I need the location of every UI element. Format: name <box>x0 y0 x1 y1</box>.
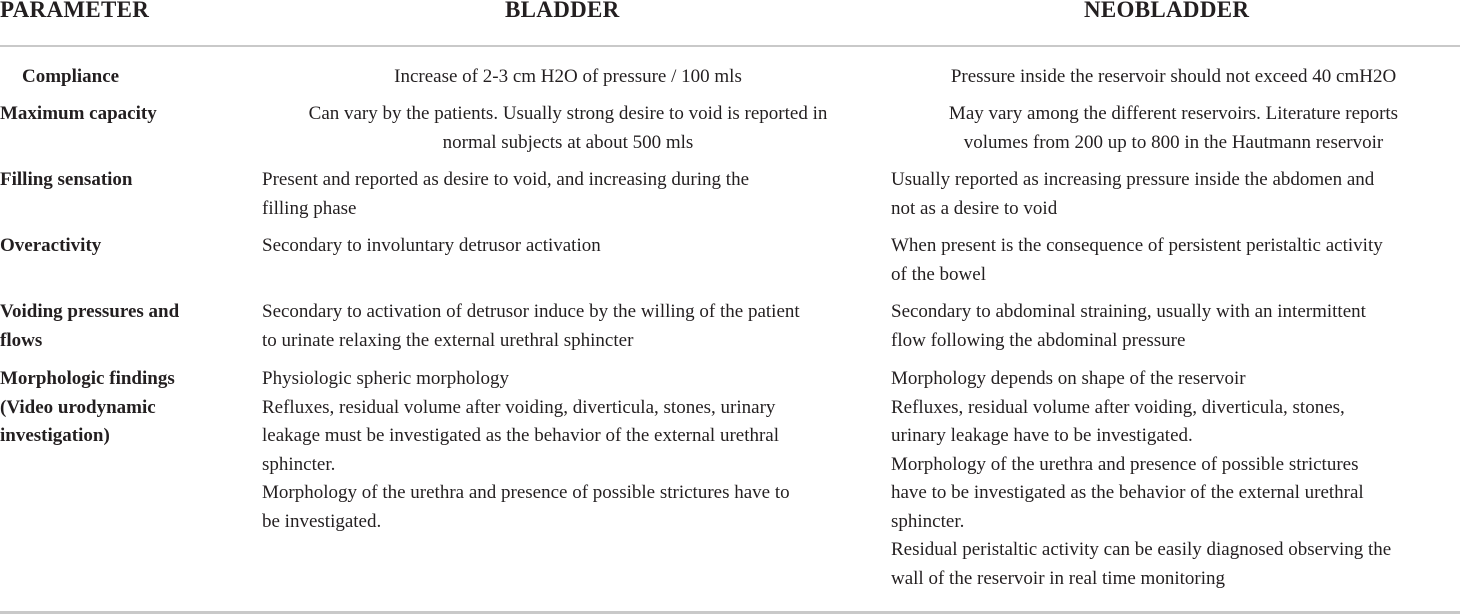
cell-line: flow following the abdominal pressure <box>891 329 1186 351</box>
cell-line: filling phase <box>262 197 357 219</box>
cell-line: May vary among the different reservoirs. Literature reports <box>948 103 1399 124</box>
cell-line: be investigated. <box>262 510 382 532</box>
cell-line: Can vary by the patients. Usually strong desire to void is reported in <box>308 103 828 124</box>
cell-line: Morphologic findings <box>0 368 175 389</box>
cell-line: sphincter. <box>891 510 965 532</box>
cell-line: wall of the reservoir in real time monitoring <box>891 567 1225 589</box>
row-maximum-capacity-bladder <box>262 100 874 157</box>
cell-line: Voiding pressures and <box>0 301 180 322</box>
row-morphologic-findings-parameter <box>0 365 240 451</box>
cell-line: Refluxes, residual volume after voiding, diverticula, stones, urinary <box>262 396 776 418</box>
cell-line: Refluxes, residual volume after voiding, diverticula, stones, <box>891 396 1345 418</box>
row-maximum-capacity-neobladder <box>891 100 1456 157</box>
cell-line: flows <box>0 329 43 351</box>
row-maximum-capacity-parameter <box>0 100 240 129</box>
cell-line: Secondary to abdominal straining, usually with an intermittent <box>891 301 1366 322</box>
cell-line: Usually reported as increasing pressure inside the abdomen and <box>891 169 1375 190</box>
cell-line: Increase of 2-3 cm H2O of pressure / 100 mls <box>394 66 742 87</box>
cell-line: normal subjects at about 500 mls <box>442 131 694 153</box>
row-compliance-parameter <box>22 63 262 92</box>
cell-line: Residual peristaltic activity can be easily diagnosed observing the <box>891 539 1392 560</box>
cell-line: investigation) <box>0 425 110 446</box>
cell-line: Maximum capacity <box>0 103 157 124</box>
table-bottom-rule <box>0 611 1460 614</box>
cell-line: sphincter. <box>262 453 336 475</box>
cell-line: Overactivity <box>0 235 102 256</box>
row-filling-sensation-neobladder <box>891 166 1456 223</box>
cell-line: Morphology depends on shape of the reservoir <box>891 368 1246 389</box>
cell-line: (Video urodynamic <box>0 396 156 418</box>
cell-line: Morphology of the urethra and presence of possible strictures <box>891 453 1359 475</box>
cell-line: When present is the consequence of persistent peristaltic activity <box>891 235 1383 256</box>
row-morphologic-findings-bladder <box>262 365 874 536</box>
header-parameter: PARAMETER <box>0 0 150 22</box>
cell-line: Compliance <box>22 66 120 87</box>
row-overactivity-parameter <box>0 232 240 261</box>
cell-line: Pressure inside the reservoir should not exceed 40 cmH2O <box>950 66 1397 87</box>
row-voiding-pressures-neobladder <box>891 298 1456 355</box>
header-bladder: BLADDER <box>505 0 620 22</box>
row-filling-sensation-bladder <box>262 166 874 223</box>
cell-line: Secondary to activation of detrusor induce by the willing of the patient <box>262 301 800 322</box>
cell-line: leakage must be investigated as the behavior of the external urethral <box>262 425 780 446</box>
cell-line: not as a desire to void <box>891 197 1058 219</box>
cell-line: urinary leakage have to be investigated. <box>891 425 1193 446</box>
cell-line: Physiologic spheric morphology <box>262 368 509 389</box>
cell-line: of the bowel <box>891 263 986 285</box>
cell-line: Secondary to involuntary detrusor activation <box>262 235 601 256</box>
row-overactivity-neobladder <box>891 232 1456 289</box>
cell-line: to urinate relaxing the external urethral sphincter <box>262 329 634 351</box>
cell-line: Morphology of the urethra and presence of possible strictures have to <box>262 482 790 503</box>
cell-line: Present and reported as desire to void, and increasing during the <box>262 169 749 190</box>
row-compliance-bladder <box>262 63 874 92</box>
cell-line: Filling sensation <box>0 169 133 190</box>
row-filling-sensation-parameter <box>0 166 240 195</box>
row-overactivity-bladder <box>262 232 874 261</box>
row-morphologic-findings-neobladder <box>891 365 1456 593</box>
header-divider <box>0 45 1460 47</box>
row-voiding-pressures-parameter <box>0 298 240 355</box>
cell-line: volumes from 200 up to 800 in the Hautmann reservoir <box>963 131 1384 153</box>
cell-line: have to be investigated as the behavior of the external urethral <box>891 482 1364 503</box>
row-compliance-neobladder <box>891 63 1456 92</box>
header-neobladder: NEOBLADDER <box>1084 0 1250 22</box>
row-voiding-pressures-bladder <box>262 298 874 355</box>
